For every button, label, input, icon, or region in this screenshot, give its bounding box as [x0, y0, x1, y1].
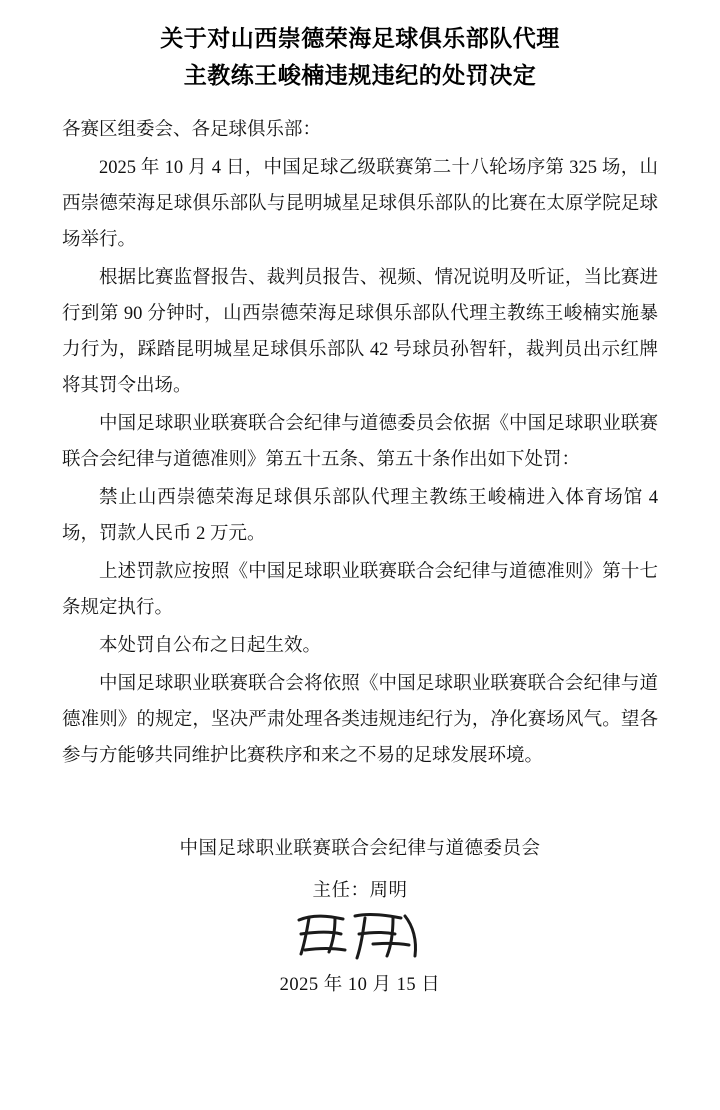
- page-title: [62, 20, 658, 94]
- paragraph-penalty: 禁止山西崇德荣海足球俱乐部队代理主教练王峻楠进入体育场馆 4 场，罚款人民币 2 万元。: [62, 488, 658, 544]
- paragraph-fine-execution: 上述罚款应按照《中国足球职业联赛联合会纪律与道德准则》第十七条规定执行。: [62, 562, 658, 618]
- title-line-2: 主教练王峻楠违规违纪的处罚决定: [183, 63, 537, 88]
- title-line-1: 关于对山西崇德荣海足球俱乐部队代理: [160, 26, 560, 51]
- paragraph-regulation-basis: 中国足球职业联赛联合会纪律与道德委员会依据《中国足球职业联赛联合会纪律与道德准则》第五十五条、第五十条作出如下处罚：: [62, 414, 658, 470]
- signature-block: [62, 832, 658, 1002]
- paragraph-salutation: 各赛区组委会、各足球俱乐部：: [62, 120, 322, 140]
- paragraph-match-info: 2025 年 10 月 4 日，中国足球乙级联赛第二十八轮场序第 325 场，山西崇德荣海足球俱乐部队与昆明城星足球俱乐部队的比赛在太原学院足球场举行。: [62, 158, 658, 250]
- handwritten-signature: [62, 904, 658, 966]
- signing-organization: 中国足球职业联赛联合会纪律与道德委员会: [179, 839, 541, 859]
- signing-person: 主任：周明: [312, 881, 408, 901]
- signature-date: 2025 年 10 月 15 日: [279, 975, 441, 995]
- document-body: [62, 112, 658, 774]
- paragraph-incident: 根据比赛监督报告、裁判员报告、视频、情况说明及听证，当比赛进行到第 90 分钟时，山西崇德荣海足球俱乐部队代理主教练王峻楠实施暴力行为，踩踏昆明城星足球俱乐部队 42 号球员孙智轩，裁判员出示红牌将其罚令出场。: [62, 268, 658, 396]
- paragraph-closing-statement: 中国足球职业联赛联合会将依照《中国足球职业联赛联合会纪律与道德准则》的规定，坚决严肃处理各类违规违纪行为，净化赛场风气。望各参与方能够共同维护比赛秩序和来之不易的足球发展环境。: [62, 674, 658, 766]
- paragraph-effective-date: 本处罚自公布之日起生效。: [99, 636, 322, 656]
